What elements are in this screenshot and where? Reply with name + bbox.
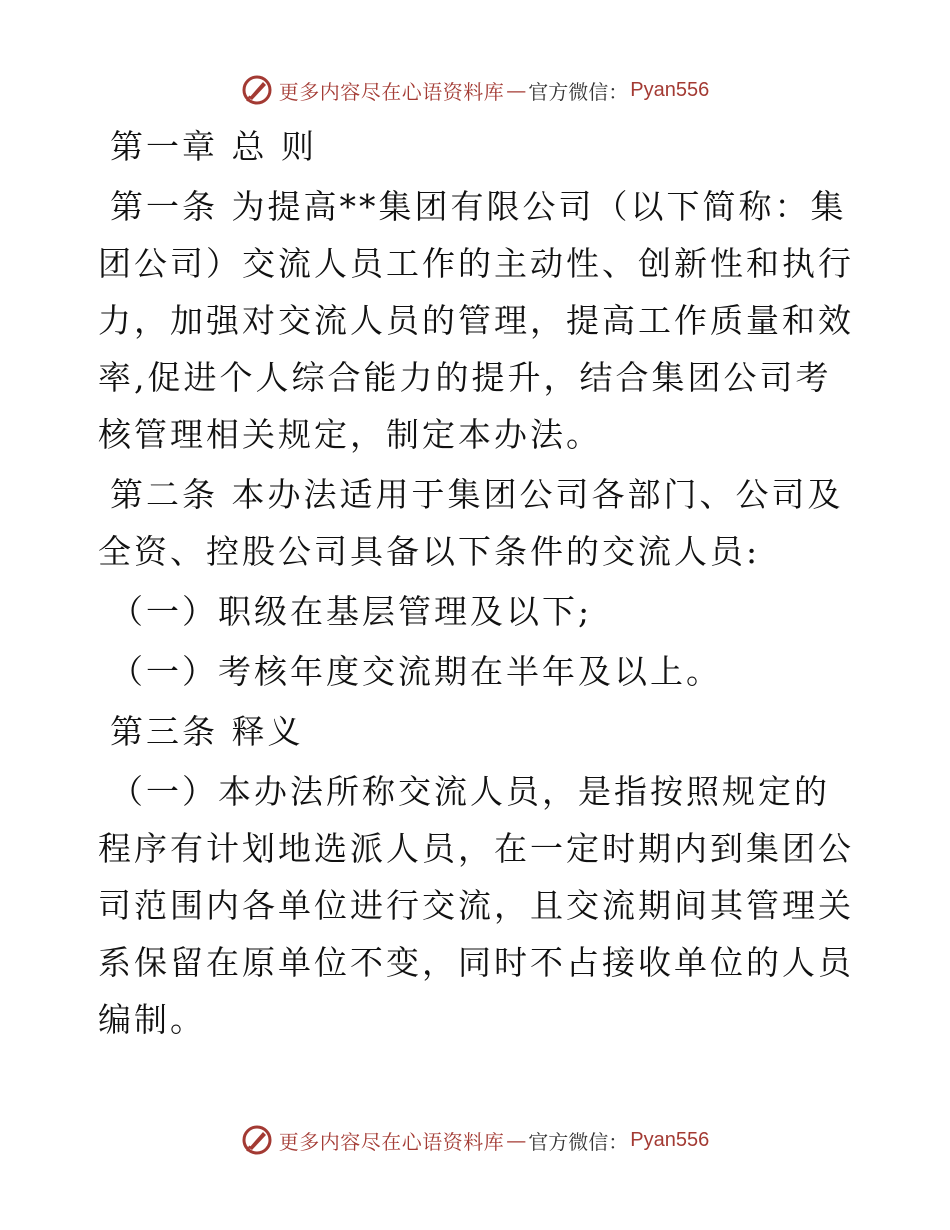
watermark-dash: — [506, 1128, 527, 1152]
quill-pen-icon [241, 1124, 273, 1156]
article-2-item-2: （一）考核年度交流期在半年及以上。 [110, 652, 722, 691]
watermark-text: 更多内容尽在心语资料库 [278, 79, 505, 104]
article-3-item-1: （一）本办法所称交流人员，是指按照规定的程序有计划地选派人员，在一定时期内到集团公司范围内各单位进行交流，且交流期间其管理关系保留在原单位不变，同时不占接收单位的人员编制。 [98, 772, 854, 1039]
watermark-official-label: 官方微信： [528, 79, 629, 104]
watermark-wechat-id: Pyan556 [630, 78, 710, 101]
article-1: 第一条 为提高**集团有限公司（以下简称：集团公司）交流人员工作的主动性、创新性和执行力，加强对交流人员的管理，提高工作质量和效率,促进个人综合能力的提升，结合集团公司考核管理相关规定，制定本办法。 [98, 187, 854, 454]
watermark-wechat-id: Pyan556 [630, 1128, 710, 1151]
quill-pen-icon [241, 74, 273, 106]
watermark-text: 更多内容尽在心语资料库 [278, 1129, 505, 1154]
header-watermark [0, 70, 950, 110]
watermark-dash: — [506, 78, 527, 102]
chapter-title: 第一章 总 则 [110, 127, 317, 166]
watermark-official-label: 官方微信： [528, 1129, 629, 1154]
article-2-item-1: （一）职级在基层管理及以下; [110, 592, 593, 631]
article-3: 第三条 释义 [110, 712, 304, 751]
document-body [98, 118, 858, 1051]
article-2: 第二条 本办法适用于集团公司各部门、公司及全资、控股公司具备以下条件的交流人员: [98, 475, 844, 571]
footer-watermark [0, 1120, 950, 1160]
